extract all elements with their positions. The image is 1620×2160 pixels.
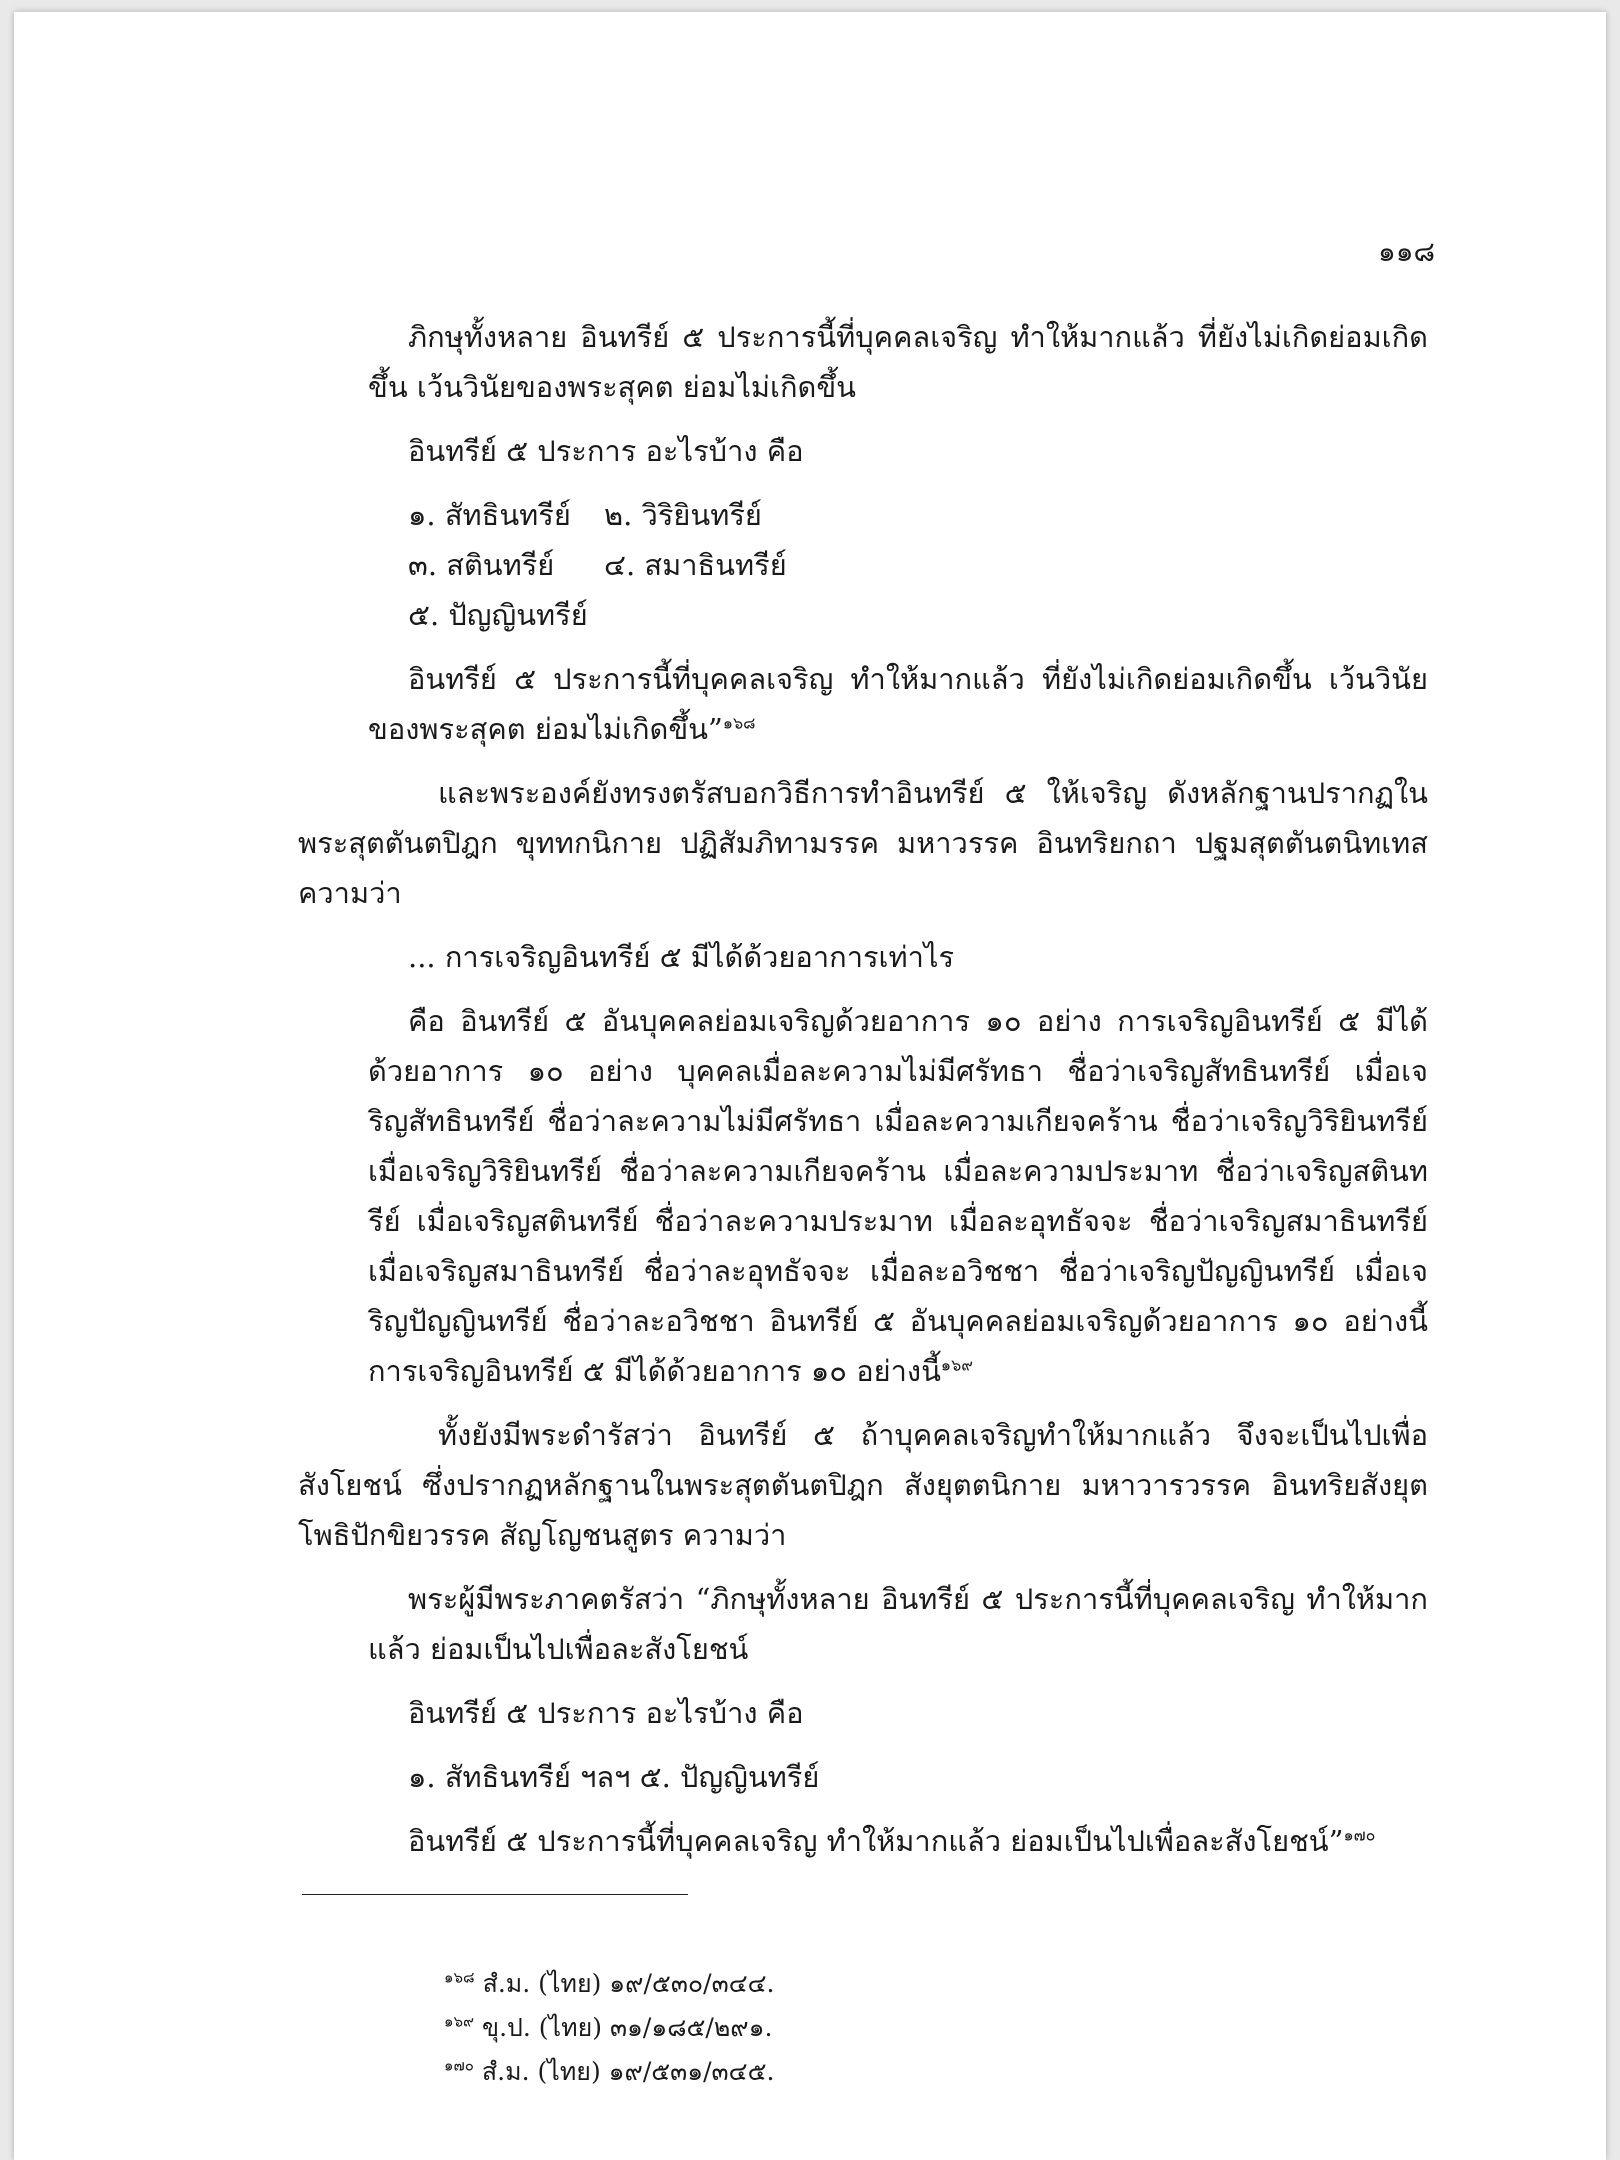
footnote bbox=[444, 2050, 775, 2094]
paragraph: อินทรีย์ ๕ ประการนี้ที่บุคคลเจริญ ทำให้มากแล้ว ที่ยังไม่เกิดย่อมเกิดขึ้น เว้นวินัยของพระสุคต ย่อมไม่เกิดขึ้น”$^{๑๖๘}$ bbox=[368, 662, 1428, 746]
footnote-text: สํ.ม. (ไทย) ๑๙/๕๓๑/๓๔๕. bbox=[481, 2057, 775, 2086]
footnotes bbox=[444, 1962, 775, 2094]
page-number: ๑๑๘ bbox=[1378, 235, 1436, 268]
footnote-number: ๑๖๙ bbox=[444, 2012, 475, 2031]
footnote-ref: ๑๖๙ bbox=[940, 1355, 973, 1375]
document-body bbox=[298, 312, 1428, 1880]
footnote bbox=[444, 2006, 775, 2050]
paragraph: อินทรีย์ ๕ ประการนี้ที่บุคคลเจริญ ทำให้มากแล้ว ย่อมเป็นไปเพื่อละสังโยชน์”$^{๑๗๐}$ bbox=[408, 1824, 1376, 1858]
paragraph: ๑. สัทธินทรีย์ ฯลฯ ๕. ปัญญินทรีย์ bbox=[408, 1760, 820, 1794]
paragraph: ภิกษุทั้งหลาย อินทรีย์ ๕ ประการนี้ที่บุคคลเจริญ ทำให้มากแล้ว ที่ยังไม่เกิดย่อมเกิดขึ้น เว้นวินัยของพระสุคต ย่อมไม่เกิดขึ้น bbox=[368, 320, 1428, 404]
footnote-number: ๑๖๘ bbox=[444, 1968, 475, 1987]
paragraph: อินทรีย์ ๕ ประการ อะไรบ้าง คือ bbox=[408, 1696, 804, 1730]
list-row bbox=[408, 540, 1428, 590]
document-page bbox=[14, 12, 1606, 2160]
paragraph: พระผู้มีพระภาคตรัสว่า “ภิกษุทั้งหลาย อินทรีย์ ๕ ประการนี้ที่บุคคลเจริญ ทำให้มากแล้ว ย่อมเป็นไปเพื่อละสังโยชน์ bbox=[368, 1582, 1428, 1666]
list-item: ๑. สัทธินทรีย์ bbox=[408, 498, 571, 532]
indriya-list bbox=[408, 490, 1428, 640]
footnote-ref: ๑๖๘ bbox=[722, 713, 756, 733]
list-item: ๒. วิริยินทรีย์ bbox=[604, 498, 762, 532]
list-row bbox=[408, 590, 1428, 640]
footnote-separator bbox=[302, 1894, 688, 1895]
list-item: ๔. สมาธินทรีย์ bbox=[604, 548, 787, 582]
paragraph: ทั้งยังมีพระดำรัสว่า อินทรีย์ ๕ ถ้าบุคคลเจริญทำให้มากแล้ว จึงจะเป็นไปเพื่อสังโยชน์ ซึ่งปรากฏหลักฐานในพระสุตตันตปิฎก สังยุตตนิกาย มหาวารวรรค อินทริยสังยุต โพธิปักขิยวรรค สัญโญชนสูตร ความว่า bbox=[298, 1418, 1428, 1552]
paragraph: ... การเจริญอินทรีย์ ๕ มีได้ด้วยอาการเท่าไร bbox=[408, 940, 955, 974]
footnote bbox=[444, 1962, 775, 2006]
footnote-text: สํ.ม. (ไทย) ๑๙/๕๓๐/๓๔๔. bbox=[482, 1969, 775, 1998]
paragraph: อินทรีย์ ๕ ประการ อะไรบ้าง คือ bbox=[408, 434, 804, 468]
footnote-number: ๑๗๐ bbox=[444, 2056, 474, 2075]
list-item: ๕. ปัญญินทรีย์ bbox=[408, 598, 588, 632]
list-item: ๓. สตินทรีย์ bbox=[408, 548, 555, 582]
paragraph: และพระองค์ยังทรงตรัสบอกวิธีการทำอินทรีย์ ๕ ให้เจริญ ดังหลักฐานปรากฏในพระสุตตันตปิฎก ขุททกนิกาย ปฏิสัมภิทามรรค มหาวรรค อินทริยกถา ปฐมสุตตันตนิทเทส ความว่า bbox=[298, 776, 1428, 910]
list-row bbox=[408, 490, 1428, 540]
paragraph: คือ อินทรีย์ ๕ อันบุคคลย่อมเจริญด้วยอาการ ๑๐ อย่าง การเจริญอินทรีย์ ๕ มีได้ด้วยอาการ ๑๐ อย่าง บุคคลเมื่อละความไม่มีศรัทธา ชื่อว่าเจริญสัทธินทรีย์ เมื่อเจริญสัทธินทรีย์ ชื่อว่าละความไม่มีศรัทธา เมื่อละความเกียจคร้าน ชื่อว่าเจริญวิริยินทรีย์ เมื่อเจริญวิริยินทรีย์ ชื่อว่าละความเกียจคร้าน เมื่อละความประมาท ชื่อว่าเจริญสตินทรีย์ เมื่อเจริญสตินทรีย์ ชื่อว่าละความประมาท เมื่อละอุทธัจจะ ชื่อว่าเจริญสมาธินทรีย์ เมื่อเจริญสมาธินทรีย์ ชื่อว่าละอุทธัจจะ เมื่อละอวิชชา ชื่อว่าเจริญปัญญินทรีย์ เมื่อเจริญปัญญินทรีย์ ชื่อว่าละอวิชชา อินทรีย์ ๕ อันบุคคลย่อมเจริญด้วยอาการ ๑๐ อย่างนี้ การเจริญอินทรีย์ ๕ มีได้ด้วยอาการ ๑๐ อย่างนี้$^{๑๖๙}$ bbox=[368, 1004, 1428, 1388]
footnote-text: ขุ.ป. (ไทย) ๓๑/๑๘๕/๒๙๑. bbox=[481, 2013, 773, 2042]
footnote-ref: ๑๗๐ bbox=[1343, 1825, 1376, 1845]
